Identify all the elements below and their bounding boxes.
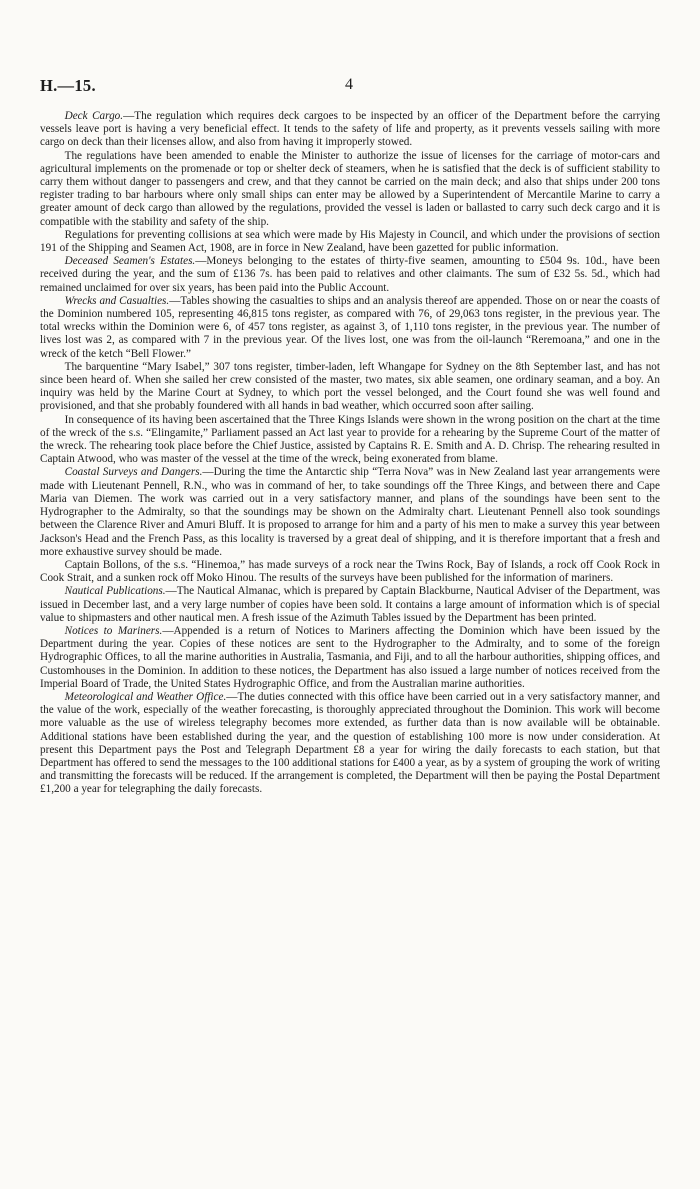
paragraph-text: The regulations have been amended to enable the Minister to authorize the issue of licenses for the carriage of motor-cars and agricultural implements on the promenade or top or shelter deck of steamers, when he is satisfied that the deck is of sufficient stability to carry them without danger to passengers and crew, and that they cannot be carried on the main deck; and also that ships under 200 tons register trading to bar harbours where only small ships can enter may be allowed by a Superintendent of Mercantile Marine to carry a greater amount of deck cargo than allowed by the regulations, provided the vessel is laden or ballasted to carry such deck cargo and it is compatible with the stability and safety of the ship. (40, 149, 660, 228)
section-heading: Notices to Mariners. (64, 624, 163, 637)
document-reference: H.—15. (40, 76, 96, 95)
section-heading: Wrecks and Casualties. (64, 294, 170, 307)
paragraph-deck-cargo (40, 110, 660, 150)
paragraph-text: The barquentine “Mary Isabel,” 307 tons register, timber-laden, left Whangape for Sydney on the 8th September last, and has not since been heard of. When she sailed her crew consisted of the master, two mates, six able seamen, one ordinary seaman, and a boy. An inquiry was held by the Marine Court at Sydney, to which port the vessel belonged, and the Court found she was well found and provisioned, and that she probably foundered with all hands in bad weather, which occurred soon after sailing. (40, 360, 660, 413)
paragraph-text: —The Nautical Almanac, which is prepared by Captain Blackburne, Nautical Adviser of the Department, was issued in December last, and a very large number of copies have been sold. It contains a large amount of information which is of special value to shipmasters and other nautical men. A fresh issue of the Azimuth Tables issued by the Department has been printed. (40, 585, 660, 624)
section-heading: Deck Cargo. (64, 110, 124, 122)
paragraph-meteorological-office (40, 691, 660, 797)
paragraph-deck-cargo-regulations (40, 150, 660, 229)
paragraph-text: —Tables showing the casualties to ships and an analysis thereof are appended. Those on or near the coasts of the Dominion numbered 105, representing 46,815 tons register, as compared with 76, of 29,063 tons register, in the previous year. The total wrecks within the Dominion were 6, of 457 tons register, as against 3, of 1,110 tons register, in the previous year. The number of lives lost was 2, as compared with 7 in the previous year. Of the lives lost, one was from the oil-launch “Reremoana,” and one in the wreck of the ketch “Bell Flower.” (40, 294, 660, 360)
paragraph-deceased-seamens-estates (40, 255, 660, 295)
section-heading: Nautical Publications. (64, 585, 166, 598)
section-heading: Deceased Seamen's Estates. (64, 255, 196, 268)
paragraph-text: —The regulation which requires deck cargoes to be inspected by an officer of the Department before the carrying vessels leave port is having a very beneficial effect. It tends to the safety of life and property, as it prevents vessels sailing with more cargo on deck than their licenses allow, and also from having it improperly stowed. (40, 110, 660, 149)
paragraph-coastal-surveys (40, 466, 660, 558)
section-heading: Coastal Surveys and Dangers. (64, 466, 203, 479)
paragraph-mary-isabel (40, 361, 660, 414)
paragraph-text: Regulations for preventing collisions at sea which were made by His Majesty in Council, and which under the provisions of section 191 of the Shipping and Seamen Act, 1908, are in force in New Zealand, have been gazetted for public information. (40, 228, 660, 255)
paragraph-collision-regulations (40, 229, 660, 255)
document-body (40, 110, 660, 797)
paragraph-notices-to-mariners (40, 625, 660, 691)
paragraph-text: —Moneys belonging to the estates of thirty-five seamen, amounting to £504 9s. 10d., have been received during the year, and the sum of £136 7s. has been paid to relatives and other claimants. The sum of £32 5s. 5d., which had remained unclaimed for over six years, has been paid into the Public Account. (40, 255, 660, 294)
paragraph-hinemoa-surveys (40, 559, 660, 585)
page-number: 4 (345, 76, 353, 93)
paragraph-text: Captain Bollons, of the s.s. “Hinemoa,” has made surveys of a rock near the Twins Rock, Bay of Islands, a rock off Cook Rock in Cook Strait, and a sunken rock off Moko Hinou. The results of the surveys have been published for the information of mariners. (40, 558, 660, 585)
section-heading: Meteorological and Weather Office. (64, 690, 227, 703)
paragraph-nautical-publications (40, 585, 660, 625)
paragraph-text: In consequence of its having been ascertained that the Three Kings Islands were shown in the wrong position on the chart at the time of the wreck of the s.s. “Elingamite,” Parliament passed an Act last year to provide for a rehearing by the Supreme Court of the matter of the wreck. The rehearing took place before the Chief Justice, assisted by Captains R. E. Smith and A. D. Chrisp. The rehearing resulted in Captain Atwood, who was master of the vessel at the time of the wreck, being exonerated from blame. (40, 413, 660, 466)
paragraph-wrecks-and-casualties (40, 295, 660, 361)
page-header (40, 76, 660, 100)
paragraph-text: —Appended is a return of Notices to Mariners affecting the Dominion which have been issued by the Department during the year. Copies of these notices are sent to the Hydrographer to the Admiralty, and to some of the foreign Hydrographic Offices, to all the marine authorities in Australia, Tasmania, and Fiji, and to all the harbour authorities, shipping offices, and Customhouses in the Dominion. In addition to these notices, the Department has also issued a large number of notices received from the Imperial Board of Trade, the United States Hydrographic Office, and from the Australian marine authorities. (40, 624, 660, 690)
paragraph-text: —The duties connected with this office have been carried out in a very satisfactory manner, and the value of the work, especially of the weather forecasting, is thoroughly appreciated throughout the Dominion. This work will become more valuable as the use of wireless telegraphy becomes more extended, as further data than is now available will be obtainable. Additional stations have been established during the year, and the question of establishing 100 more is now under consideration. At present this Department pays the Post and Telegraph Department £8 a year for wiring the daily forecasts to each station, but that Department has offered to send the messages to the 100 additional stations for £400 a year, as by a system of grouping the work of writing and transmitting the forecasts will be reduced. If the arrangement is completed, the Department will then be paying the Postal Department £1,200 a year for telegraphing the daily forecasts. (40, 690, 660, 796)
paragraph-text: —During the time the Antarctic ship “Terra Nova” was in New Zealand last year arrangements were made with Lieutenant Pennell, R.N., who was in command of her, to take soundings off the Three Kings, and between there and Cape Maria van Diemen. The work was carried out in a very satisfactory manner, and plans of the soundings have been sent to the Hydrographer to the Admiralty, so that the soundings may be shown on the Admiralty chart. Lieutenant Pennell also took soundings between the Clarence River and Amuri Bluff. It is proposed to arrange for him and a party of his men to make a survey this year between Jackson's Head and the French Pass, as this locality is traversed by a great deal of shipping, and it is therefore important that a fresh and more exhaustive survey should be made. (40, 466, 660, 558)
paragraph-elingamite-rehearing (40, 414, 660, 467)
